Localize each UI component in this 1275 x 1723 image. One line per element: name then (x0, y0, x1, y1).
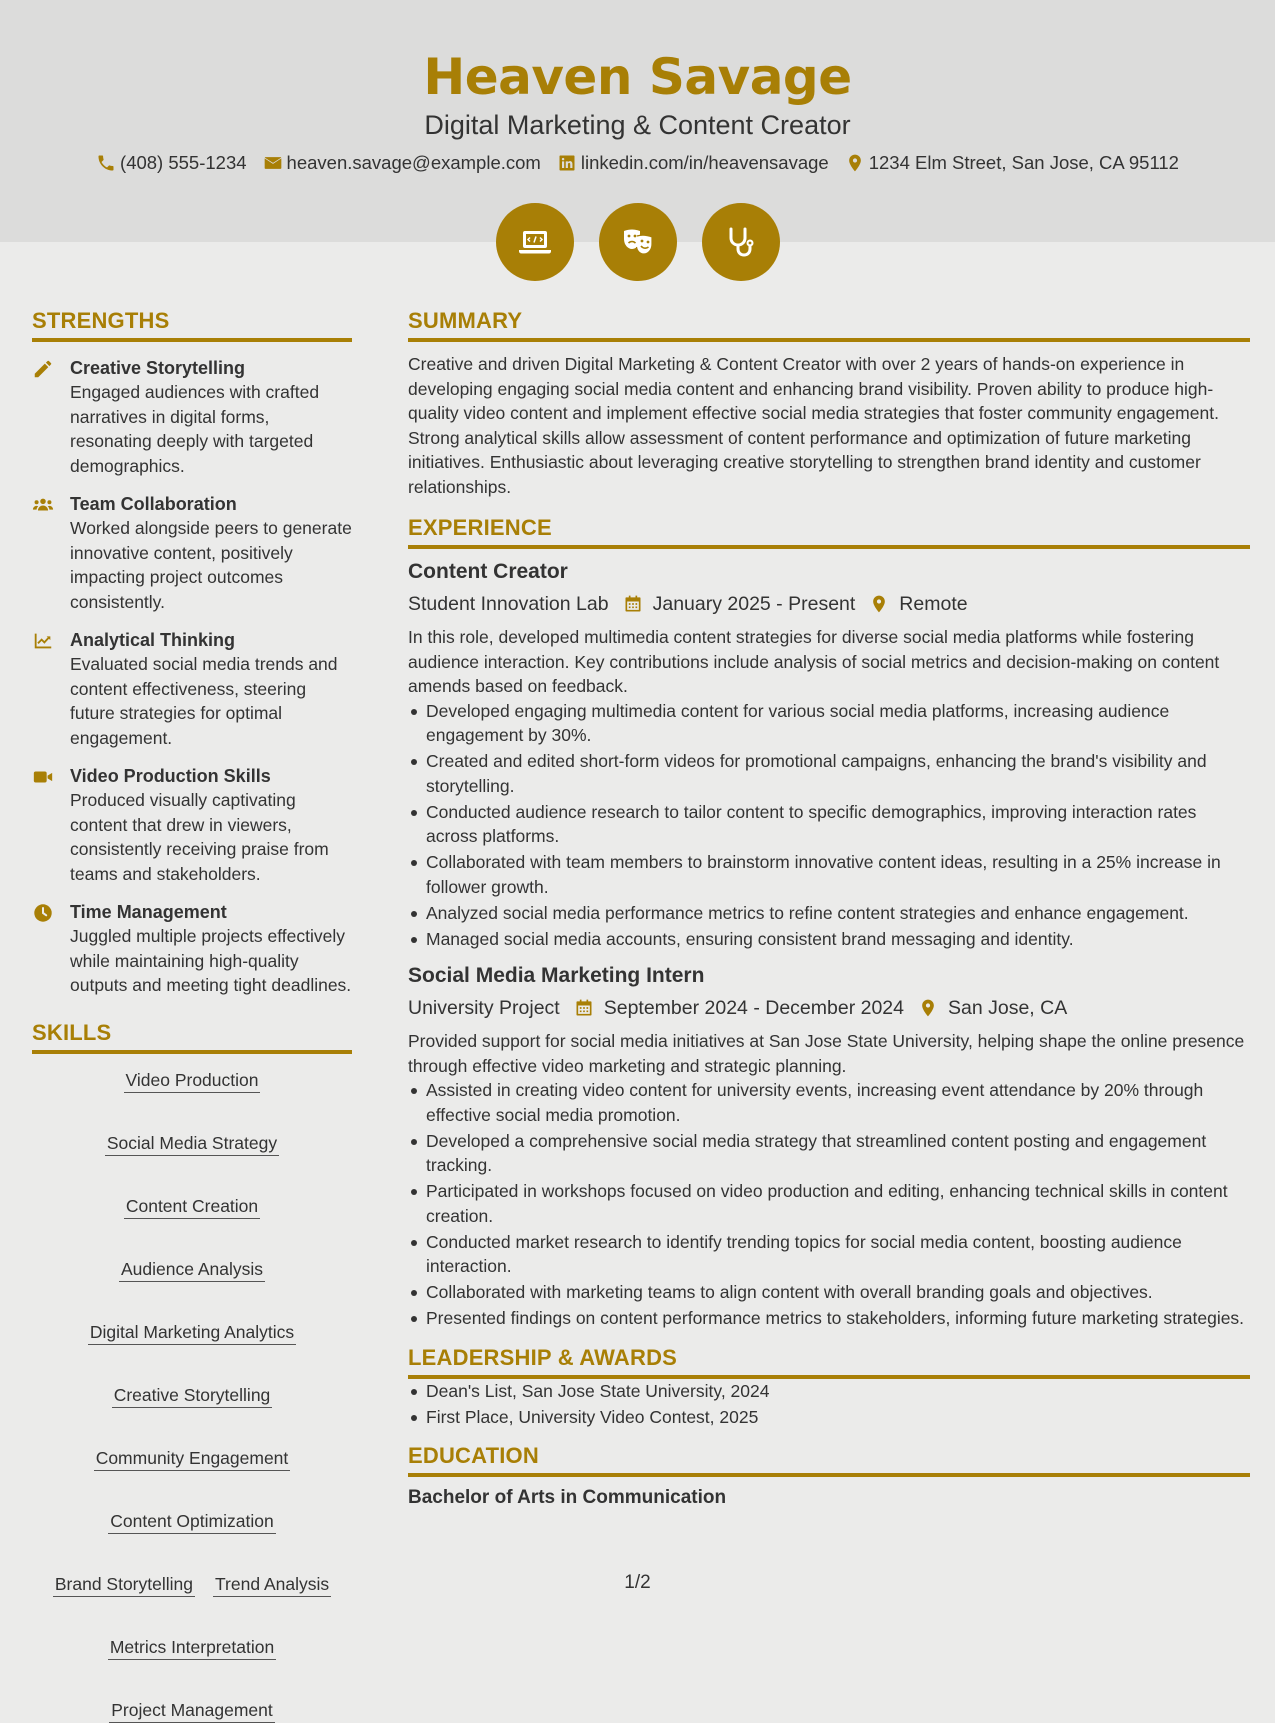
contact-text: heaven.savage@example.com (286, 152, 541, 173)
job-title: Content Creator (408, 560, 568, 583)
job-description: Provided support for social media initiatives at San Jose State University, helping shape the online presence through effective video marketing and strategic planning. (408, 1031, 1245, 1076)
candidate-name: Heaven Savage (423, 48, 852, 106)
job-entry (408, 961, 1250, 1331)
phone-icon (96, 153, 116, 173)
contact-text: 1234 Elm Street, San Jose, CA 95112 (868, 152, 1179, 173)
bullet-item: Collaborated with team members to brainstorm innovative content ideas, resulting in a 25% increase in follower growth. (426, 850, 1250, 899)
video-camera-icon (32, 766, 54, 788)
stethoscope-icon (721, 222, 761, 262)
strengths-list (32, 356, 352, 998)
strength-desc: Produced visually captivating content that drew in viewers, consistently receiving praise from teams and stakeholders. (70, 790, 329, 884)
job-meta (408, 993, 1250, 1023)
strength-title: Video Production Skills (70, 766, 271, 786)
envelope-icon (263, 153, 283, 173)
job-bullets (408, 699, 1250, 952)
skill-tag: Community Engagement (94, 1446, 291, 1471)
summary-heading: SUMMARY (408, 308, 1250, 342)
skill-tag: Social Media Strategy (105, 1131, 279, 1156)
awards-heading: LEADERSHIP & AWARDS (408, 1345, 1250, 1379)
badge-masks (599, 203, 677, 281)
skill-tag: Video Production (124, 1068, 261, 1093)
strength-item (32, 900, 352, 998)
bullet-item: Conducted audience research to tailor content to specific demographics, improving interaction rates across platforms. (426, 800, 1250, 849)
candidate-tagline: Digital Marketing & Content Creator (424, 110, 851, 140)
contact-address (845, 152, 1179, 174)
strength-desc: Juggled multiple projects effectively while maintaining high-quality outputs and meeting tight deadlines. (70, 926, 352, 995)
bullet-item: Presented findings on content performance metrics to stakeholders, informing future marketing strategies. (426, 1306, 1250, 1331)
calendar-icon (623, 594, 643, 614)
strength-item (32, 764, 352, 886)
skill-tag: Audience Analysis (119, 1257, 265, 1282)
skill-tag: Digital Marketing Analytics (88, 1320, 296, 1345)
job-meta (408, 589, 1250, 619)
pencil-icon (32, 358, 54, 380)
job-entry (408, 557, 1250, 951)
job-dates: September 2024 - December 2024 (603, 997, 904, 1019)
bullet-item: Developed a comprehensive social media strategy that streamlined content posting and engagement tracking. (426, 1129, 1250, 1178)
strength-title: Analytical Thinking (70, 630, 236, 650)
linkedin-icon (557, 153, 577, 173)
badge-row (0, 203, 1275, 281)
award-item: Dean's List, San Jose State University, 2024 (426, 1379, 1250, 1404)
job-company: Student Innovation Lab (408, 593, 609, 615)
bullet-item: Conducted market research to identify trending topics for social media content, boosting audience interaction. (426, 1230, 1250, 1279)
job-company: University Project (408, 997, 560, 1019)
skill-tag: Project Management (109, 1698, 274, 1723)
left-column (32, 308, 352, 1723)
badge-stethoscope (702, 203, 780, 281)
contact-email[interactable] (263, 152, 541, 174)
job-bullets (408, 1078, 1250, 1331)
map-pin-icon (869, 594, 889, 614)
strength-item (32, 628, 352, 750)
clock-icon (32, 902, 54, 924)
bullet-item: Assisted in creating video content for university events, increasing event attendance by 20% through effective social media promotion. (426, 1078, 1250, 1127)
strength-desc: Evaluated social media trends and content effectiveness, steering future strategies for optimal engagement. (70, 654, 338, 748)
theater-masks-icon (618, 222, 658, 262)
award-item: First Place, University Video Contest, 2025 (426, 1405, 1250, 1430)
contact-text: (408) 555-1234 (120, 152, 247, 173)
summary-text: Creative and driven Digital Marketing & Content Creator with over 2 years of hands-on experience in developing engaging social media content and enhancing brand visibility. Proven ability to produce high-quality video content and implement effective social media strategies that foster community engagement. Strong analytical skills allow assessment of content performance and optimization of future marketing initiatives. Enthusiastic about leveraging creative storytelling to strengthen brand identity and customer relationships. (408, 354, 1219, 497)
skills-list (32, 1068, 352, 1723)
right-column (408, 308, 1250, 1509)
contact-phone[interactable] (96, 152, 247, 174)
education-degree: Bachelor of Arts in Communication (408, 1487, 727, 1508)
bullet-item: Participated in workshops focused on video production and editing, enhancing technical skills in content creation. (426, 1179, 1250, 1228)
skill-tag: Content Optimization (108, 1509, 275, 1534)
strength-desc: Engaged audiences with crafted narratives in digital forms, resonating deeply with targeted demographics. (70, 382, 320, 476)
contact-bar (0, 152, 1275, 174)
users-icon (32, 494, 54, 516)
job-title: Social Media Marketing Intern (408, 964, 705, 987)
contact-linkedin[interactable] (557, 152, 829, 174)
strength-item (32, 356, 352, 478)
strength-item (32, 492, 352, 614)
laptop-code-icon (515, 222, 555, 262)
bullet-item: Managed social media accounts, ensuring consistent brand messaging and identity. (426, 927, 1250, 952)
awards-list (408, 1379, 1250, 1430)
page-number: 1/2 (624, 1572, 651, 1593)
strength-title: Creative Storytelling (70, 358, 246, 378)
contact-text: linkedin.com/in/heavensavage (580, 152, 829, 173)
bullet-item: Developed engaging multimedia content for various social media platforms, increasing audience engagement by 30%. (426, 699, 1250, 748)
skill-tag: Brand Storytelling (53, 1572, 195, 1597)
strength-title: Time Management (70, 902, 227, 922)
bullet-item: Created and edited short-form videos for promotional campaigns, enhancing the brand's visibility and storytelling. (426, 749, 1250, 798)
skill-tag: Content Creation (124, 1194, 260, 1219)
chart-line-icon (32, 630, 54, 652)
job-dates: January 2025 - Present (652, 593, 856, 615)
map-pin-icon (918, 998, 938, 1018)
calendar-icon (574, 998, 594, 1018)
strengths-heading: STRENGTHS (32, 308, 352, 342)
map-pin-icon (845, 153, 865, 173)
skill-tag: Trend Analysis (213, 1572, 331, 1597)
job-description: In this role, developed multimedia content strategies for diverse social media platforms while fostering audience interaction. Key contributions include analysis of social metrics and decision-making on content amends based on feedback. (408, 627, 1220, 696)
strength-desc: Worked alongside peers to generate innovative content, positively impacting project outcomes consistently. (70, 518, 352, 612)
education-heading: EDUCATION (408, 1443, 1250, 1477)
job-location: Remote (899, 593, 968, 615)
bullet-item: Analyzed social media performance metrics to refine content strategies and enhance engagement. (426, 901, 1250, 926)
skill-tag: Metrics Interpretation (108, 1635, 276, 1660)
experience-heading: EXPERIENCE (408, 515, 1250, 549)
bullet-item: Collaborated with marketing teams to align content with overall branding goals and objectives. (426, 1280, 1250, 1305)
badge-laptop (496, 203, 574, 281)
job-location: San Jose, CA (947, 997, 1068, 1019)
skill-tag: Creative Storytelling (112, 1383, 273, 1408)
strength-title: Team Collaboration (70, 494, 237, 514)
skills-heading: SKILLS (32, 1020, 352, 1054)
